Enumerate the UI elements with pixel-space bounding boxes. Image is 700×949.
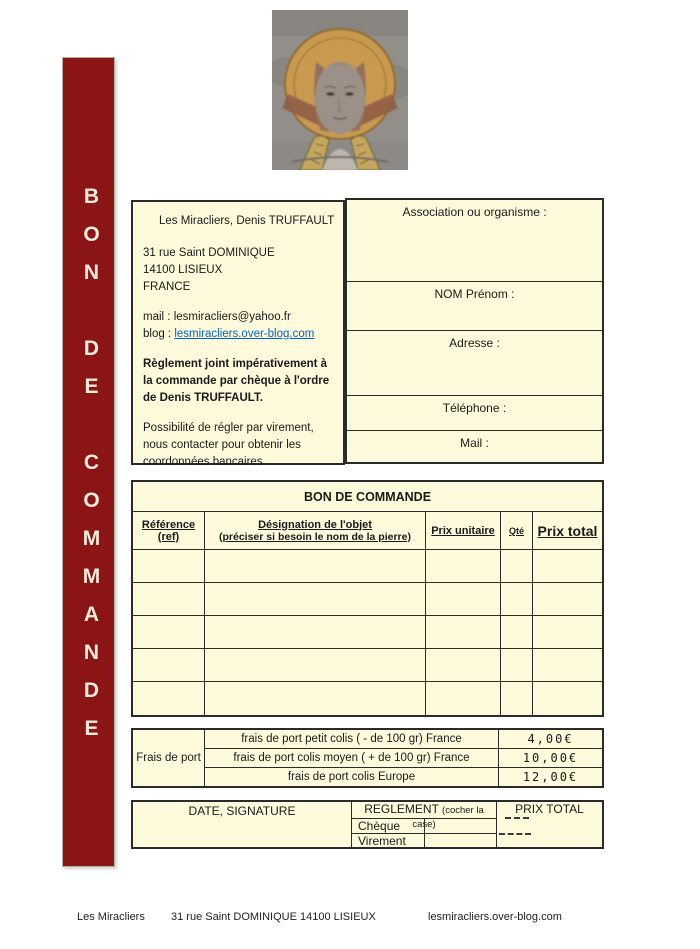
seller-blog-line: blog : lesmiracliers.over-blog.com xyxy=(143,328,315,340)
shipping-desc: frais de port petit colis ( - de 100 gr) France xyxy=(205,730,499,749)
order-empty-cell xyxy=(501,649,533,682)
banner-letter: C xyxy=(83,451,100,474)
prix-total-header: PRIX TOTAL xyxy=(515,802,584,816)
banner-letter: D xyxy=(83,679,100,702)
order-empty-cell xyxy=(533,616,602,649)
transfer-instruction: Possibilité de régler par virement, nous contacter pour obtenir les coordonnées bancaires. xyxy=(143,422,314,468)
dashed-border-artifact xyxy=(499,833,531,835)
customer-field-label: NOM Prénom : xyxy=(434,287,515,301)
shipping-table xyxy=(131,728,604,788)
col-header-unit-price: Prix unitaire xyxy=(426,512,501,550)
col-header-reference: Référence (ref) xyxy=(133,512,205,550)
order-empty-cell xyxy=(205,583,426,616)
order-empty-cell xyxy=(133,616,205,649)
col-header-total: Prix total xyxy=(533,512,602,550)
order-empty-cell xyxy=(426,550,501,583)
order-empty-cell xyxy=(533,583,602,616)
fresco-illustration xyxy=(272,10,408,170)
customer-field-2 xyxy=(347,282,602,331)
order-empty-cell xyxy=(501,682,533,715)
virement-checkbox-cell[interactable] xyxy=(425,834,497,848)
vertical-title-banner xyxy=(62,57,115,867)
col-header-designation: Désignation de l'objet (préciser si besoin le nom de la pierre) xyxy=(205,512,426,550)
reglement-header: REGLEMENT (cocher la case) xyxy=(352,802,497,819)
order-empty-cell xyxy=(501,550,533,583)
order-table-title: BON DE COMMANDE xyxy=(133,482,602,512)
banner-letter: E xyxy=(84,375,99,398)
shipping-price: 12,00€ xyxy=(522,770,579,784)
order-empty-cell xyxy=(426,649,501,682)
customer-field-1 xyxy=(347,200,602,282)
christ-fresco-image xyxy=(272,10,408,170)
seller-address-line3: FRANCE xyxy=(143,281,191,293)
col-header-qty: Qté xyxy=(501,512,533,550)
customer-field-label: Téléphone : xyxy=(442,401,507,415)
banner-letter: D xyxy=(83,337,100,360)
shipping-price: 4,00€ xyxy=(499,730,602,749)
customer-fields xyxy=(345,198,604,464)
shipping-label: Frais de port xyxy=(133,730,205,786)
footer-website-link[interactable]: lesmiracliers.over-blog.com xyxy=(428,911,562,923)
banner-letter: N xyxy=(83,261,100,284)
order-empty-cell xyxy=(133,649,205,682)
banner-letter: N xyxy=(83,641,100,664)
customer-field-5 xyxy=(347,431,602,462)
order-empty-cell xyxy=(205,682,426,715)
order-table xyxy=(131,480,604,717)
banner-letter: M xyxy=(82,565,101,588)
banner-letter: A xyxy=(83,603,100,626)
order-empty-cell xyxy=(205,616,426,649)
order-empty-cell xyxy=(501,583,533,616)
payment-option-virement: Virement xyxy=(352,834,425,848)
order-empty-cell xyxy=(133,583,205,616)
shipping-desc: frais de port colis Europe xyxy=(205,768,499,786)
order-empty-cell xyxy=(533,550,602,583)
seller-info-box xyxy=(131,200,345,468)
order-empty-cell xyxy=(133,550,205,583)
date-signature-cell: DATE, SIGNATURE xyxy=(133,802,352,848)
order-empty-cell xyxy=(533,649,602,682)
order-empty-cell xyxy=(205,649,426,682)
customer-field-label: Association ou organisme : xyxy=(402,205,547,219)
banner-letter: O xyxy=(83,489,100,512)
order-empty-cell xyxy=(501,616,533,649)
shipping-price: 10,00€ xyxy=(499,749,602,768)
banner-letter: O xyxy=(83,223,100,246)
footer-brand: Les Miracliers xyxy=(77,911,145,923)
customer-field-3 xyxy=(347,331,602,396)
seller-address-line1: 31 rue Saint DOMINIQUE xyxy=(143,247,275,259)
shipping-desc: frais de port colis moyen ( + de 100 gr) France xyxy=(205,749,499,768)
payment-instruction: Règlement joint impérativement à la commande par chèque à l'ordre de Denis TRUFFAULT. xyxy=(143,358,330,404)
order-empty-cell xyxy=(205,550,426,583)
order-empty-cell xyxy=(133,682,205,715)
customer-field-label: Mail : xyxy=(460,436,489,450)
footer-address: 31 rue Saint DOMINIQUE 14100 LISIEUX xyxy=(171,911,376,923)
banner-letter: E xyxy=(84,717,99,740)
banner-letter: B xyxy=(83,185,100,208)
customer-field-label: Adresse : xyxy=(449,336,500,350)
payment-option-cheque: Chèque xyxy=(352,819,425,834)
order-empty-cell xyxy=(426,682,501,715)
order-empty-cell xyxy=(426,616,501,649)
cheque-checkbox-cell[interactable] xyxy=(425,819,497,834)
customer-field-4 xyxy=(347,396,602,431)
seller-name: Les Miracliers, Denis TRUFFAULT xyxy=(159,215,335,227)
order-empty-cell xyxy=(426,583,501,616)
dashed-border-artifact xyxy=(505,817,529,819)
order-empty-cell xyxy=(533,682,602,715)
payment-table xyxy=(131,800,604,849)
banner-letter: M xyxy=(82,527,101,550)
seller-mail-line: mail : lesmiracliers@yahoo.fr xyxy=(143,311,291,323)
blog-link[interactable]: lesmiracliers.over-blog.com xyxy=(174,328,315,340)
seller-address-line2: 14100 LISIEUX xyxy=(143,264,223,276)
seller-email: lesmiracliers@yahoo.fr xyxy=(173,311,291,323)
